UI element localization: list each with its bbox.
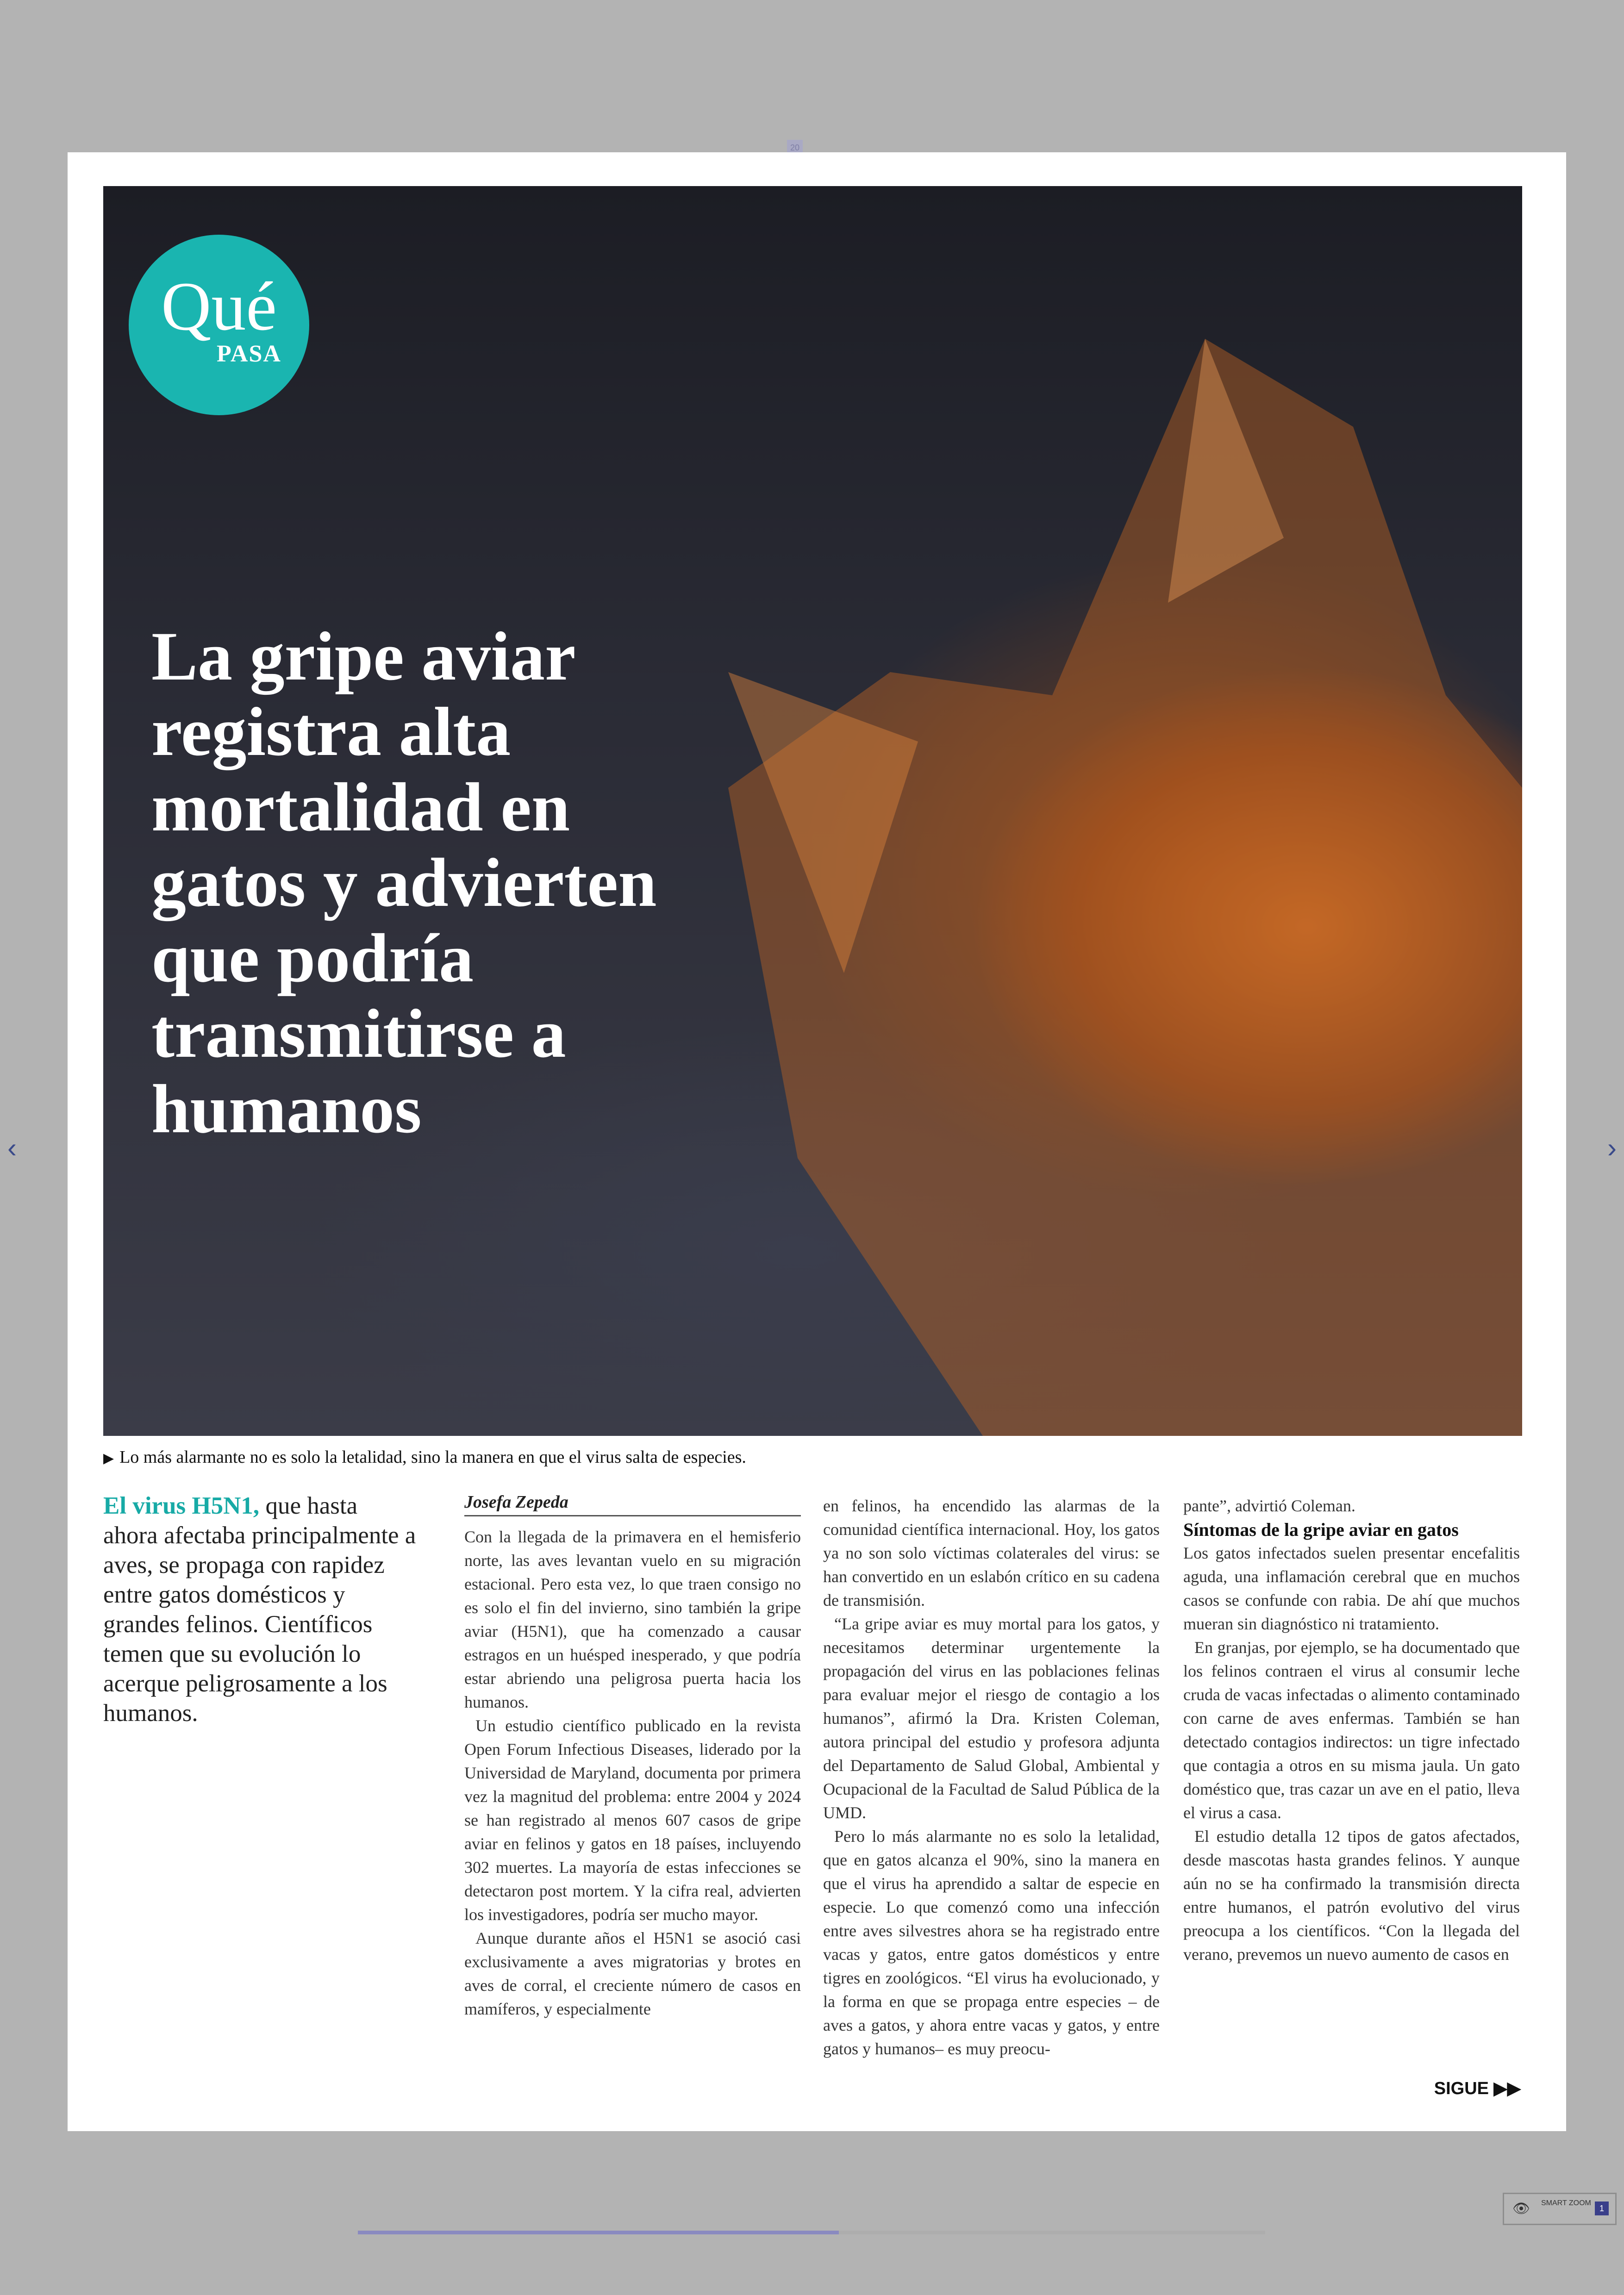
page-number-indicator[interactable]: 20 bbox=[787, 140, 803, 156]
intro-lead: El virus H5N1, bbox=[103, 1492, 260, 1519]
intro-text: que hasta ahora afectaba principalmente a aves, se propaga con rapidez entre gatos domésticos y grandes felinos. Científicos temen que su evolución lo acerque peligrosamente a los humanos. bbox=[103, 1492, 416, 1727]
smart-zoom-label: SMART ZOOM bbox=[1541, 2199, 1591, 2207]
article-column-1 bbox=[464, 1525, 801, 2021]
paragraph: en felinos, ha encendido las alarmas de la comunidad científica internacional. Hoy, los gatos ya no son solo víctimas colaterales del virus: se han convertido en un eslabón crítico en su cadena de transmisión. bbox=[823, 1497, 1160, 1609]
previous-page-button[interactable]: ‹ bbox=[7, 1132, 17, 1163]
caption-arrow-icon: ▶ bbox=[103, 1451, 114, 1466]
paragraph: Los gatos infectados suelen presentar encefalitis aguda, una inflamación cerebral que en muchos casos se confunde con rabia. De ahí que muchos mueran sin diagnóstico ni tratamiento. bbox=[1183, 1544, 1520, 1633]
photo-caption bbox=[103, 1447, 746, 1467]
logo-pasa-text: PASA bbox=[217, 341, 281, 367]
caption-text: Lo más alarmante no es solo la letalidad, sino la manera en que el virus salta de especies. bbox=[119, 1447, 746, 1467]
paragraph: En granjas, por ejemplo, se ha documentado que los felinos contraen el virus al consumir leche cruda de vacas infectadas o alimento contaminado con carne de aves enfermas. También se han detectado contagios indirectos: un tigre infectado que contagia a otros en su misma jaula. Un gato doméstico que, tras cazar un ave en el patio, lleva el virus a casa. bbox=[1183, 1638, 1520, 1822]
article-column-3 bbox=[1183, 1494, 1520, 1966]
hero-photo-cat bbox=[103, 186, 1522, 1436]
smart-zoom-button[interactable] bbox=[1503, 2193, 1617, 2225]
reading-progress-bar[interactable] bbox=[358, 2231, 1265, 2234]
continue-label: SIGUE ▶▶ bbox=[1434, 2079, 1521, 2098]
smart-zoom-value: 1 bbox=[1595, 2201, 1609, 2215]
paragraph: Pero lo más alarmante no es solo la letalidad, que en gatos alcanza el 90%, sino la manera en que el virus ha aprendido a saltar de especie en especie. Lo que comenzó como una infección entre aves silvestres ahora se ha registrado entre vacas y gatos, entre gatos domésticos y entre tigres en zoológicos. “El virus ha evolucionado, y la forma en que se propaga entre especies – de aves a gatos, y ahora entre vacas y gatos, y entre gatos y humanos– es muy preocu- bbox=[823, 1827, 1160, 2058]
next-page-button[interactable]: › bbox=[1607, 1132, 1617, 1163]
que-pasa-logo bbox=[129, 235, 309, 415]
reading-progress-fill bbox=[358, 2231, 839, 2234]
section-subheading: Síntomas de la gripe aviar en gatos bbox=[1183, 1519, 1459, 1540]
logo-que-text: Qué bbox=[161, 268, 277, 345]
paragraph: Un estudio científico publicado en la revista Open Forum Infectious Diseases, liderado por la Universidad de Maryland, documenta por primera vez la magnitud del problema: entre 2004 y 2024 se han registrado al menos 607 casos de gripe aviar en felinos y gatos en 18 países, incluyendo 302 muertes. La mayoría de estas infecciones se detectaron post mortem. Y la cifra real, advierten los investigadores, podría ser mucho mayor. bbox=[464, 1716, 801, 1924]
paragraph: Con la llegada de la primavera en el hemisferio norte, las aves levantan vuelo en su migración estacional. Pero esta vez, lo que traen consigo no es solo el fin del invierno, sino también la gripe aviar (H5N1), que ha comenzado a causar estragos en un huésped inesperado, y que podría estar abriendo una peligrosa puerta hacia los humanos. bbox=[464, 1528, 801, 1711]
paragraph: El estudio detalla 12 tipos de gatos afectados, desde mascotas hasta grandes felinos. Y aunque aún no se ha confirmado la transmisión directa entre humanos, el patrón evolutivo del virus preocupa a los científicos. “Con la llegada del verano, prevemos un nuevo aumento de casos en bbox=[1183, 1827, 1520, 1964]
eye-icon: 👁 bbox=[1512, 2201, 1530, 2216]
paragraph: pante”, advirtió Coleman. bbox=[1183, 1497, 1355, 1515]
magazine-page bbox=[68, 152, 1566, 2131]
article-intro bbox=[103, 1491, 418, 1728]
paragraph: “La gripe aviar es muy mortal para los gatos, y necesitamos determinar urgentemente la propagación del virus en las poblaciones felinas para evaluar mejor el riesgo de contagio a los humanos”, afirmó la Dra. Kristen Coleman, autora principal del estudio y profesora adjunta del Departamento de Salud Global, Ambiental y Ocupacional de la Facultad de Salud Pública de la UMD. bbox=[823, 1615, 1160, 1822]
paragraph: Aunque durante años el H5N1 se asoció casi exclusivamente a aves migratorias y brotes en aves de corral, el creciente número de casos en mamíferos, y especialmente bbox=[464, 1929, 801, 2018]
article-column-2 bbox=[823, 1494, 1160, 2061]
article-headline: La gripe aviar registra alta mortalidad en gatos y advierten que podría transmitirse a humanos bbox=[151, 618, 657, 1148]
byline: Josefa Zepeda bbox=[464, 1492, 801, 1516]
